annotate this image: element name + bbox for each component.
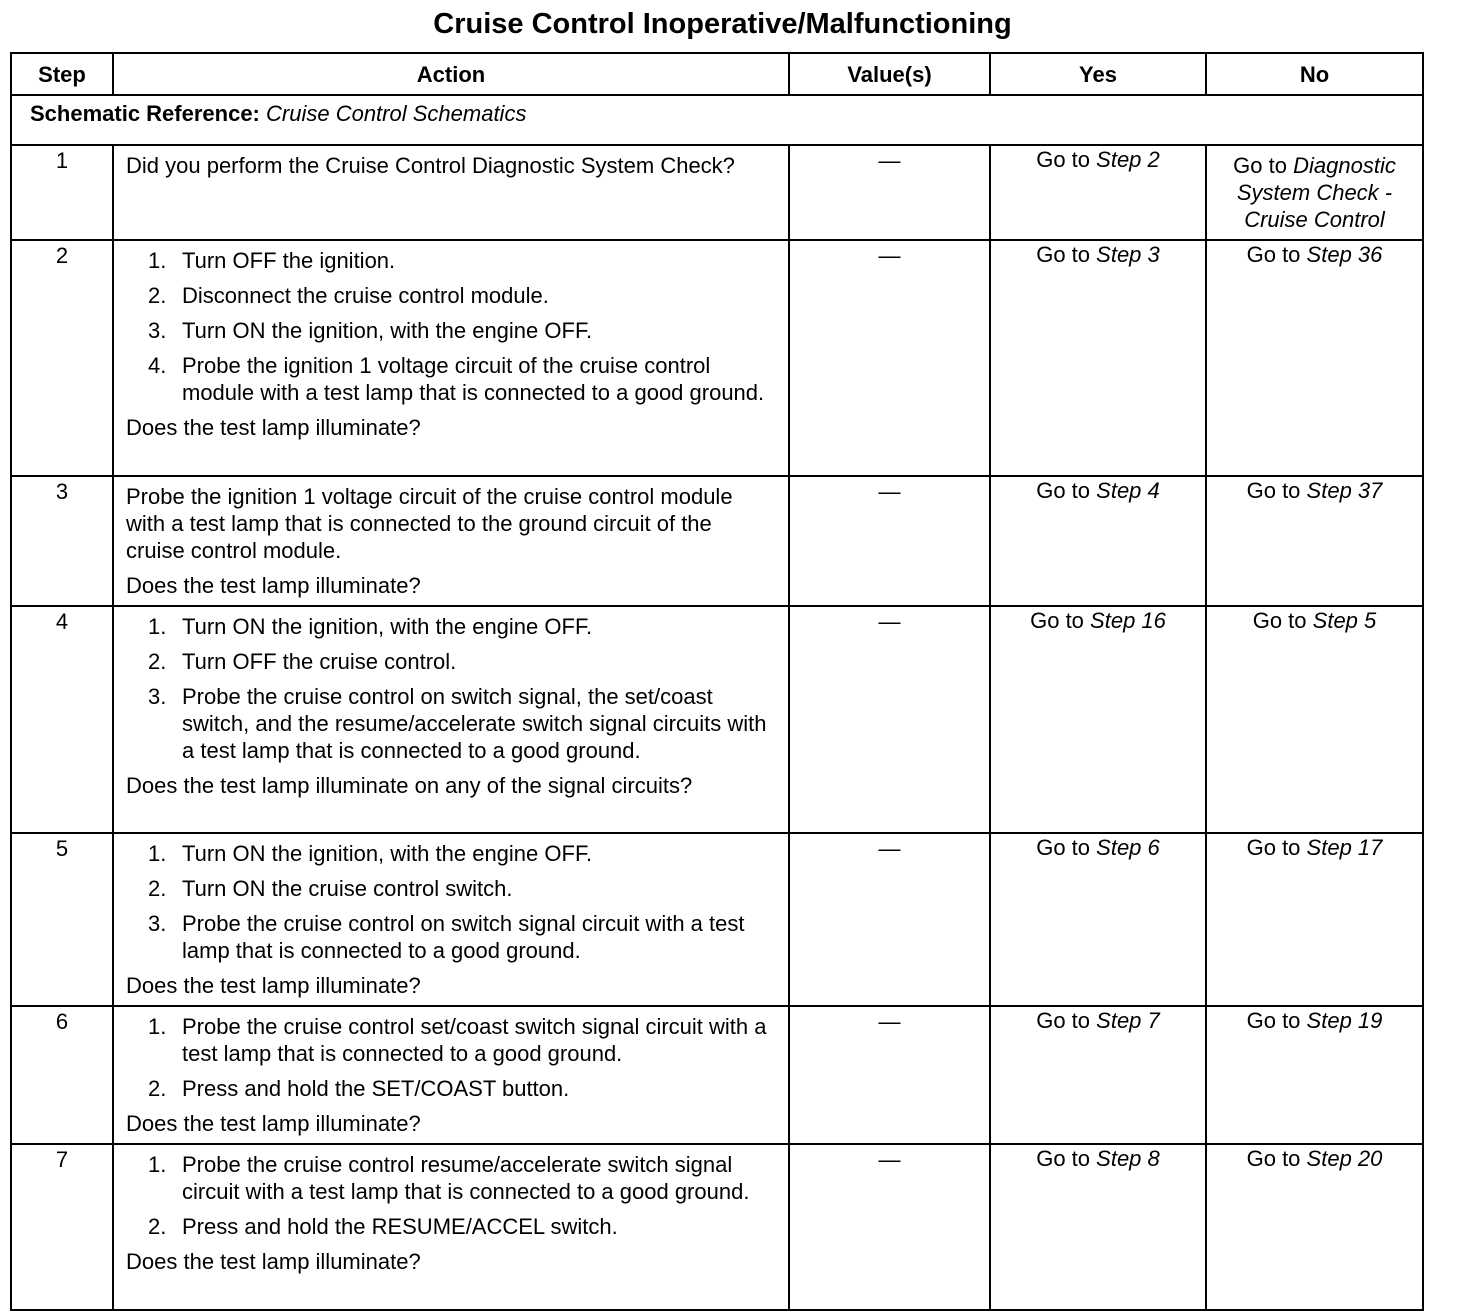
yes-target-link[interactable]: Step 2 xyxy=(1096,147,1160,172)
value-cell: — xyxy=(789,1144,990,1310)
go-to-label: Go to xyxy=(1246,1146,1301,1171)
substep-number: 2. xyxy=(148,283,167,308)
substep-number: 2. xyxy=(148,1076,167,1101)
step-number: 3 xyxy=(11,476,113,606)
substep-item xyxy=(126,352,776,406)
value-cell: — xyxy=(789,145,990,240)
step-number: 6 xyxy=(11,1006,113,1144)
action-text: Probe the ignition 1 voltage circuit of the cruise control module with a test lamp that is connected to the ground circuit of the cruise control module. xyxy=(126,484,733,563)
schematic-reference-label: Schematic Reference: xyxy=(30,101,260,126)
substep-list xyxy=(126,247,776,406)
go-to-label: Go to xyxy=(1233,153,1287,178)
go-to-label: Go to xyxy=(1246,835,1301,860)
action-cell xyxy=(113,1144,789,1310)
no-target-link[interactable]: Step 36 xyxy=(1306,242,1383,267)
no-cell xyxy=(1206,1006,1423,1144)
header-no: No xyxy=(1206,53,1423,95)
step-number: 5 xyxy=(11,833,113,1006)
substep-item xyxy=(126,317,776,344)
substep-list xyxy=(126,1013,776,1102)
schematic-reference xyxy=(11,95,1423,145)
go-to-label: Go to xyxy=(1246,1008,1301,1033)
substep-text: Turn OFF the ignition. xyxy=(182,248,396,273)
yes-cell xyxy=(990,240,1206,476)
table-row xyxy=(11,606,1423,833)
yes-cell xyxy=(990,833,1206,1006)
substep-item xyxy=(126,875,776,902)
go-to-label: Go to xyxy=(1246,478,1301,503)
substep-item xyxy=(126,840,776,867)
substep-number: 2. xyxy=(148,876,167,901)
substep-item xyxy=(126,683,776,764)
substep-number: 4. xyxy=(148,353,167,378)
yes-target-link[interactable]: Step 4 xyxy=(1096,478,1160,503)
substep-text: Probe the ignition 1 voltage circuit of the cruise control module with a test lamp that is connected to a good ground. xyxy=(182,353,765,405)
substep-item xyxy=(126,1075,776,1102)
no-target-link[interactable]: Diagnostic System Check - Cruise Control xyxy=(1236,153,1396,232)
substep-item xyxy=(126,247,776,274)
step-number: 4 xyxy=(11,606,113,833)
substep-list xyxy=(126,840,776,964)
action-cell xyxy=(113,606,789,833)
yes-target-link[interactable]: Step 8 xyxy=(1096,1146,1160,1171)
action-cell xyxy=(113,145,789,240)
substep-text: Turn ON the ignition, with the engine OFF. xyxy=(182,841,593,866)
substep-text: Probe the cruise control on switch signal circuit with a test lamp that is connected to a good ground. xyxy=(182,911,745,963)
substep-text: Turn ON the ignition, with the engine OFF. xyxy=(182,614,593,639)
go-to-label: Go to xyxy=(1036,147,1091,172)
header-row xyxy=(11,53,1423,95)
header-step: Step xyxy=(11,53,113,95)
action-question: Does the test lamp illuminate? xyxy=(126,1249,421,1274)
header-action: Action xyxy=(113,53,789,95)
action-cell xyxy=(113,240,789,476)
table-row xyxy=(11,1144,1423,1310)
table-row xyxy=(11,240,1423,476)
header-yes: Yes xyxy=(990,53,1206,95)
substep-item xyxy=(126,1213,776,1240)
value-cell: — xyxy=(789,240,990,476)
page-title: Cruise Control Inoperative/Malfunctioning xyxy=(433,8,1012,40)
substep-item xyxy=(126,1151,776,1205)
substep-number: 3. xyxy=(148,318,167,343)
action-question: Does the test lamp illuminate? xyxy=(126,415,421,440)
table-row xyxy=(11,145,1423,240)
substep-number: 2. xyxy=(148,649,167,674)
step-number: 7 xyxy=(11,1144,113,1310)
schematic-reference-row xyxy=(11,95,1423,145)
header-values: Value(s) xyxy=(789,53,990,95)
substep-text: Disconnect the cruise control module. xyxy=(182,283,549,308)
no-cell xyxy=(1206,145,1423,240)
diagnostic-table xyxy=(10,52,1424,1311)
yes-cell xyxy=(990,476,1206,606)
no-target-link[interactable]: Step 19 xyxy=(1306,1008,1383,1033)
substep-number: 1. xyxy=(148,841,167,866)
table-row xyxy=(11,833,1423,1006)
action-question: Does the test lamp illuminate on any of the signal circuits? xyxy=(126,773,693,798)
action-cell xyxy=(113,476,789,606)
value-cell: — xyxy=(789,476,990,606)
table-row xyxy=(11,476,1423,606)
substep-number: 3. xyxy=(148,684,167,709)
yes-target-link[interactable]: Step 3 xyxy=(1096,242,1160,267)
go-to-label: Go to xyxy=(1036,242,1091,267)
substep-number: 3. xyxy=(148,911,167,936)
substep-text: Probe the cruise control set/coast switch signal circuit with a test lamp that is connected to a good ground. xyxy=(182,1014,767,1066)
substep-number: 1. xyxy=(148,1152,167,1177)
yes-target-link[interactable]: Step 16 xyxy=(1090,608,1166,633)
value-cell: — xyxy=(789,606,990,833)
no-cell xyxy=(1206,240,1423,476)
substep-list xyxy=(126,1151,776,1240)
substep-item xyxy=(126,282,776,309)
action-text: Did you perform the Cruise Control Diagnostic System Check? xyxy=(126,153,735,178)
yes-cell xyxy=(990,1144,1206,1310)
no-cell xyxy=(1206,1144,1423,1310)
action-cell xyxy=(113,833,789,1006)
substep-text: Turn ON the ignition, with the engine OFF. xyxy=(182,318,593,343)
no-target-link[interactable]: Step 5 xyxy=(1312,608,1377,633)
action-cell xyxy=(113,1006,789,1144)
go-to-label: Go to xyxy=(1036,478,1091,503)
step-number: 2 xyxy=(11,240,113,476)
substep-text: Probe the cruise control on switch signal, the set/coast switch, and the resume/accelerate switch signal circuits with a test lamp that is connected to a good ground. xyxy=(182,684,767,763)
table-row xyxy=(11,1006,1423,1144)
substep-item xyxy=(126,1013,776,1067)
go-to-label: Go to xyxy=(1252,608,1307,633)
action-question: Does the test lamp illuminate? xyxy=(126,573,421,598)
no-cell xyxy=(1206,833,1423,1006)
step-number: 1 xyxy=(11,145,113,240)
action-question: Does the test lamp illuminate? xyxy=(126,973,421,998)
substep-item xyxy=(126,648,776,675)
yes-cell xyxy=(990,1006,1206,1144)
substep-text: Press and hold the RESUME/ACCEL switch. xyxy=(182,1214,618,1239)
yes-target-link[interactable]: Step 6 xyxy=(1096,835,1160,860)
action-question: Does the test lamp illuminate? xyxy=(126,1111,421,1136)
schematic-reference-link[interactable]: Cruise Control Schematics xyxy=(266,101,527,126)
no-cell xyxy=(1206,476,1423,606)
substep-text: Turn ON the cruise control switch. xyxy=(182,876,513,901)
substep-number: 2. xyxy=(148,1214,167,1239)
yes-target-link[interactable]: Step 7 xyxy=(1096,1008,1160,1033)
substep-item xyxy=(126,613,776,640)
go-to-label: Go to xyxy=(1246,242,1301,267)
substep-number: 1. xyxy=(148,1014,167,1039)
go-to-label: Go to xyxy=(1036,835,1091,860)
substep-list xyxy=(126,613,776,764)
go-to-label: Go to xyxy=(1036,1146,1091,1171)
no-cell xyxy=(1206,606,1423,833)
substep-text: Press and hold the SET/COAST button. xyxy=(182,1076,570,1101)
substep-number: 1. xyxy=(148,614,167,639)
substep-item xyxy=(126,910,776,964)
yes-cell xyxy=(990,606,1206,833)
substep-number: 1. xyxy=(148,248,167,273)
no-target-link[interactable]: Step 37 xyxy=(1306,478,1383,503)
no-target-link[interactable]: Step 20 xyxy=(1306,1146,1383,1171)
yes-cell xyxy=(990,145,1206,240)
go-to-label: Go to xyxy=(1036,1008,1091,1033)
substep-text: Turn OFF the cruise control. xyxy=(182,649,457,674)
substep-text: Probe the cruise control resume/accelerate switch signal circuit with a test lamp that is connected to a good ground. xyxy=(182,1152,750,1204)
go-to-label: Go to xyxy=(1030,608,1084,633)
value-cell: — xyxy=(789,1006,990,1144)
value-cell: — xyxy=(789,833,990,1006)
no-target-link[interactable]: Step 17 xyxy=(1306,835,1383,860)
